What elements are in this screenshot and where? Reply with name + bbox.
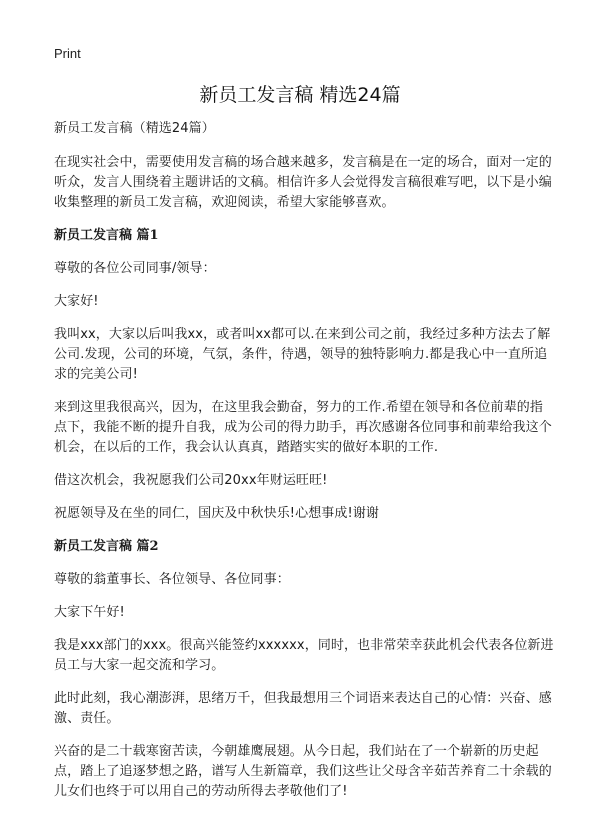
page-title: 新员工发言稿 精选24篇 [199, 84, 401, 106]
section-heading-1: 新员工发言稿 篇1 [54, 228, 159, 243]
article-subtitle: 新员工发言稿（精选24篇） [54, 121, 215, 136]
section2-paragraph: 此时此刻，我心潮澎湃，思绪万千，但我最想用三个词语来表达自己的心情：兴奋、感激、责任。 [54, 691, 552, 726]
section1-paragraph: 借这次机会，我祝愿我们公司20xx年财运旺旺! [54, 473, 328, 488]
article-body [54, 119, 554, 815]
section-heading-2: 新员工发言稿 篇2 [54, 539, 159, 554]
print-link[interactable]: Print [54, 46, 81, 61]
section2-paragraph: 我是xxx部门的xxx。很高兴能签约xxxxxx，同时，也非常荣幸获此机会代表各位新进员工与大家一起交流和学习。 [54, 638, 554, 673]
section1-paragraph: 大家好! [54, 294, 99, 309]
section1-paragraph: 尊敬的各位公司同事/领导： [54, 261, 216, 276]
section2-paragraph: 尊敬的翁董事长、各位领导、各位同事： [54, 572, 290, 587]
section2-paragraph: 大家下午好! [54, 605, 125, 620]
intro-paragraph: 在现实社会中，需要使用发言稿的场合越来越多，发言稿是在一定的场合，面对一定的听众，发言人围绕着主题讲话的文稿。相信许多人会觉得发言稿很难写吧，以下是小编收集整理的新员工发言稿，欢迎阅读，希望大家能够喜欢。 [54, 155, 552, 210]
section2-paragraph: 兴奋的是二十载寒窗苦读，今朝雄鹰展翅。从今日起，我们站在了一个崭新的历史起点，踏上了追逐梦想之路，谱写人生新篇章，我们这些让父母含辛茹苦养育二十余载的儿女们也终于可以用自己的劳动所得去孝敬他们了! [54, 744, 552, 799]
section1-paragraph: 祝愿领导及在坐的同仁，国庆及中秋快乐!心想事成!谢谢 [54, 506, 380, 521]
section1-paragraph: 我叫xx，大家以后叫我xx，或者叫xx都可以.在来到公司之前，我经过多种方法去了解公司.发现，公司的环境，气氛，条件，待遇，领导的独特影响力.都是我心中一直所追求的完美公司! [54, 327, 551, 382]
section1-paragraph: 来到这里我很高兴，因为，在这里我会勤奋，努力的工作.希望在领导和各位前辈的指点下，我能不断的提升自我，成为公司的得力助手，再次感谢各位同事和前辈给我这个机会，在以后的工作，我会认认真真，踏踏实实的做好本职的工作. [54, 400, 552, 455]
